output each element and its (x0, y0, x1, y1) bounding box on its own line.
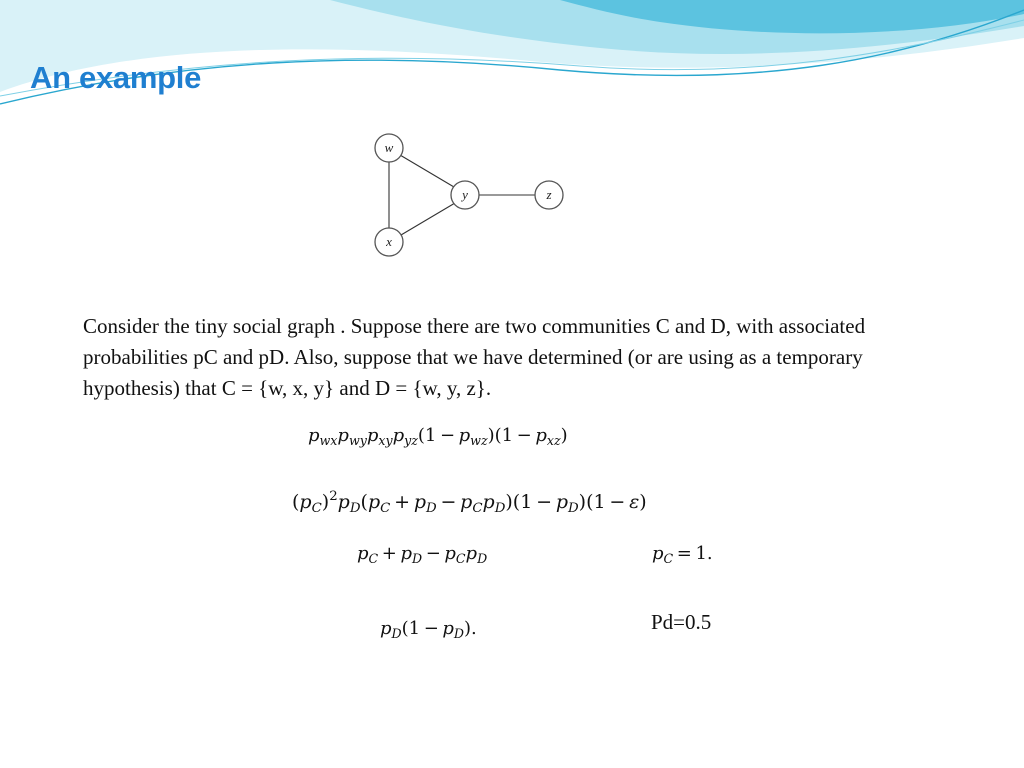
formula-pc-value: $p_C = 1$. (652, 543, 713, 566)
graph-node-label: z (546, 187, 552, 202)
graph-edge-w-y (400, 155, 454, 187)
social-graph-diagram (360, 125, 580, 265)
formula-edge-probability-product: $p_{wx}p_{wy}p_{xy}p_{yz}(1 - p_{wz})(1 - p_{xz})$ (308, 425, 568, 448)
body-paragraph: Consider the tiny social graph . Suppose there are two communities C and D, with associated probabilities pC and pD. Also, suppose that we have determined (or are using as a temporary hypothesis) that C = {w, x, y} and D = {w, y, z}. (83, 314, 866, 400)
formula-union-probability: $p_C + p_D - p_Cp_D$ (357, 543, 488, 566)
graph-node-label: w (384, 140, 394, 155)
graph-edge-x-y (401, 203, 455, 235)
pd-value-note: Pd=0.5 (651, 610, 712, 634)
formula-community-probability-product: $(p_C)^2p_D(p_C + p_D - p_Cp_D)(1 - p_D)(1 - \varepsilon)$ (292, 489, 647, 516)
slide-title: An example (30, 60, 202, 95)
formula-pd-expression: $p_D(1 - p_D)$. (380, 618, 477, 641)
graph-node-label: y (462, 187, 468, 202)
graph-node-label: x (386, 234, 392, 249)
